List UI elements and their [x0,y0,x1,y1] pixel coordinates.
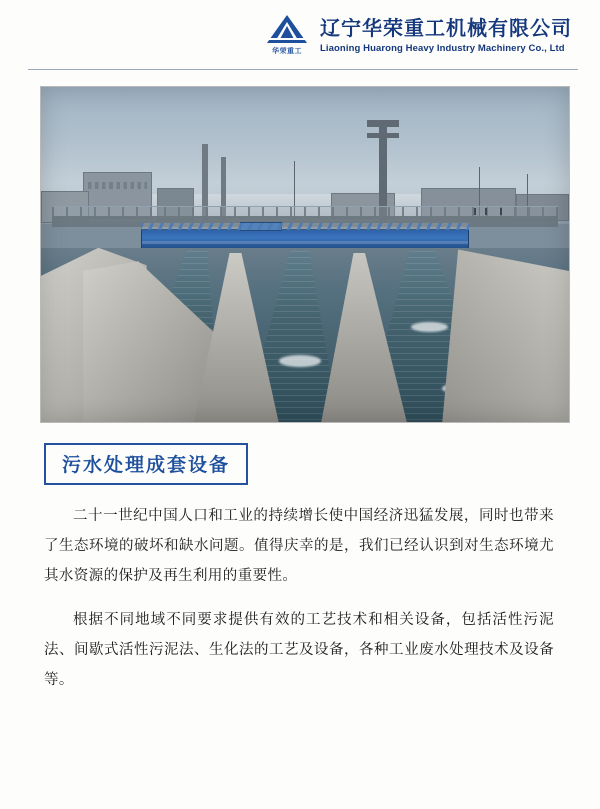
photo-canvas [41,87,569,422]
paragraph-1: 二十一世纪中国人口和工业的持续增长使中国经济迅猛发展，同时也带来了生态环境的破坏和缺水问题。值得庆幸的是，我们已经认识到对生态环境尤其水资源的保护及再生利用的重要性。 [44,508,554,584]
logo-subtext: 华荣重工 [272,48,302,55]
logo-triangle-icon [265,13,309,45]
company-name-cn: 辽宁华荣重工机械有限公司 [320,17,572,40]
company-logo [264,13,310,59]
page-header [0,0,600,72]
photo-tank-wall [442,249,569,422]
photo-foam [279,355,321,367]
company-name-block [320,18,572,55]
section-title [44,443,248,485]
photo-worker [500,208,502,215]
header-divider [28,69,578,70]
photo-foam [411,322,448,332]
paragraph-2: 根据不同地域不同要求提供有效的工艺技术和相关设备，包括活性污泥法、间歇式活性污泥法、生化法的工艺及设备，各种工业废水处理技术及设备等。 [44,612,554,688]
facility-photo [40,86,570,423]
section-title-text: 污水处理成套设备 [62,455,231,476]
company-name-en: Liaoning Huarong Heavy Industry Machinery Co., Ltd [320,42,565,54]
body-copy [44,501,554,695]
photo-worker [474,208,476,215]
company-brand [264,13,572,59]
photo-worker [485,208,487,215]
photo-bridge-truss [141,223,468,230]
